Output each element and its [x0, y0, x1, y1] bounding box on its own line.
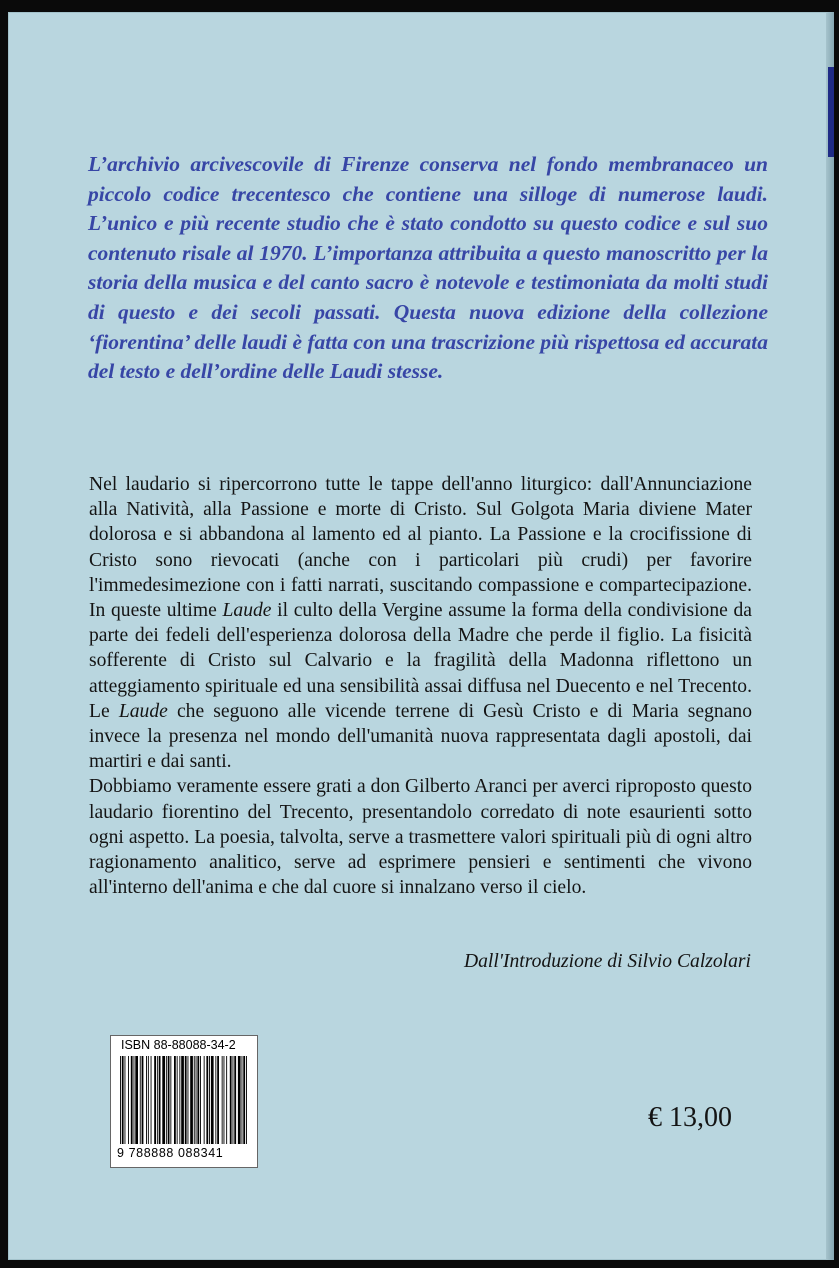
barcode-stripe	[238, 1056, 241, 1144]
barcode-stripe	[217, 1056, 219, 1144]
blurb-line: rispettosa ed accurata del testo e dell’ordine delle Laudi stesse.	[88, 329, 768, 384]
barcode-stripe	[128, 1056, 129, 1144]
barcode-stripe	[242, 1056, 243, 1144]
barcode-stripe	[188, 1056, 189, 1144]
body-text-run: che seguono alle vicende terrene di Gesù Cristo e di Maria segnano invece la presenza nel mondo dell'umanità nuova rappresentata dagli apostoli, dai martiri e dai santi.	[89, 700, 753, 773]
blurb-line: musica e del canto sacro è notevole e testimoniata da molti studi	[193, 270, 768, 295]
body-paragraph-2: Dobbiamo veramente essere grati a don Gilberto Aranci per averci riproposto questo laudario fiorentino del Trecento, presentandolo corredato di note esaurienti sotto ogni aspetto. La poesia, talvolta, serve a trasmettere valori spirituali più di ogni altro ragionamento analitico, serve ad esprimere pensieri e sentimenti che vivono all'interno dell'anima e che dal cuore si innalzano verso il cielo.	[89, 776, 752, 899]
barcode-stripe	[146, 1056, 147, 1144]
blurb-line: membranaceo un piccolo codice trecentesco che contiene una	[88, 152, 768, 206]
barcode-stripe	[154, 1056, 156, 1144]
barcode-stripe	[243, 1056, 245, 1144]
barcode-stripe	[131, 1056, 133, 1144]
body-text-run: Nel laudario si ripercorrono tutte le tappe dell'anno liturgico: dall'Annunciazione alla Natività, alla Passione e morte di Cristo. Sul Golgota Maria diviene Mater dolorosa e si abbandona al lamento ed al pianto. La Passione e la crocifissione di Cristo sono rievocati (anche con i particolari più crudi) per favorire l'immedesimezione con i fatti narrati, suscitando compassione e compartecipazione. In queste ultime	[89, 474, 752, 622]
barcode-stripe	[224, 1056, 225, 1144]
laude-italic: Laude	[222, 600, 272, 622]
barcode-stripe	[233, 1056, 234, 1144]
barcode-stripe	[209, 1056, 210, 1144]
ean-number: 9 788888 088341	[117, 1146, 224, 1160]
barcode-stripe	[234, 1056, 236, 1144]
barcode-stripe	[230, 1056, 232, 1144]
barcode-stripe	[162, 1056, 165, 1144]
barcode-stripe	[148, 1056, 149, 1144]
barcode-stripe	[206, 1056, 208, 1144]
blurb-line: L’archivio arcivescovile di Firenze conserva nel fondo	[88, 152, 609, 176]
barcode-stripe	[125, 1056, 126, 1144]
blurb-line: condotto su questo codice e sul suo contenuto risale al 1970.	[88, 211, 768, 265]
spine-mark	[828, 67, 834, 157]
spine-edge	[826, 12, 834, 1260]
barcode-stripe	[159, 1056, 161, 1144]
barcode-stripe	[200, 1056, 201, 1144]
blurb-line: collezione ‘fiorentina’ delle laudi è fatta con una trascrizione più	[88, 299, 768, 354]
price-label: € 13,00	[648, 1102, 732, 1133]
barcode-stripe	[222, 1056, 223, 1144]
barcode-stripe	[226, 1056, 227, 1144]
blurb-line: di questo e dei secoli passati. Questa nuova edizione della	[88, 299, 680, 324]
book-back-cover	[8, 12, 834, 1260]
barcode-stripe	[174, 1056, 176, 1144]
barcode-stripe	[196, 1056, 197, 1144]
barcode-stripe	[140, 1056, 141, 1144]
barcode-stripe	[190, 1056, 193, 1144]
barcode-stripe	[246, 1056, 247, 1144]
barcode-stripe	[197, 1056, 199, 1144]
laude-italic: Laude	[118, 700, 168, 722]
introduction-text	[89, 472, 752, 900]
barcode-stripe	[157, 1056, 158, 1144]
blurb-line: silloge di numerose laudi. L’unico e più recente studio che è stato	[88, 181, 768, 236]
isbn-number: ISBN 88-88088-34-2	[121, 1038, 236, 1052]
barcode-stripe	[151, 1056, 152, 1144]
body-text-run: il culto della Vergine assume la forma della condivisione da parte dei fedeli dell'esperienza dolorosa della Madre che perde il figlio. La fisicità sofferente di Cristo sul Calvario e la fragilità della Madonna riflettono un atteggiamento spirituale ed una sensibilità assai diffusa nel Duecento e nel Trecento. Le	[89, 600, 752, 722]
barcode-stripe	[135, 1056, 138, 1144]
blurb-paragraph	[88, 150, 768, 387]
barcode-stripe	[177, 1056, 178, 1144]
barcode-stripe	[204, 1056, 205, 1144]
barcode-stripe	[185, 1056, 187, 1144]
introduction-attribution: Dall'Introduzione di Silvio Calzolari	[463, 951, 751, 972]
barcode-stripe	[142, 1056, 144, 1144]
barcode-stripe	[211, 1056, 214, 1144]
barcode-stripe	[181, 1056, 184, 1144]
barcode-bars	[119, 1056, 249, 1144]
blurb-line: L’importanza attribuita a questo manoscritto per la storia della	[88, 240, 768, 295]
barcode-stripe	[168, 1056, 170, 1144]
barcode-label	[110, 1035, 258, 1168]
barcode-stripe	[122, 1056, 124, 1144]
barcode-stripe	[179, 1056, 180, 1144]
body-paragraph-1	[89, 472, 752, 774]
barcode-stripe	[134, 1056, 135, 1144]
barcode-stripe	[170, 1056, 171, 1144]
barcode-stripe	[215, 1056, 216, 1144]
barcode-stripe	[166, 1056, 167, 1144]
barcode-stripe	[194, 1056, 195, 1144]
barcode-stripe	[120, 1056, 121, 1144]
